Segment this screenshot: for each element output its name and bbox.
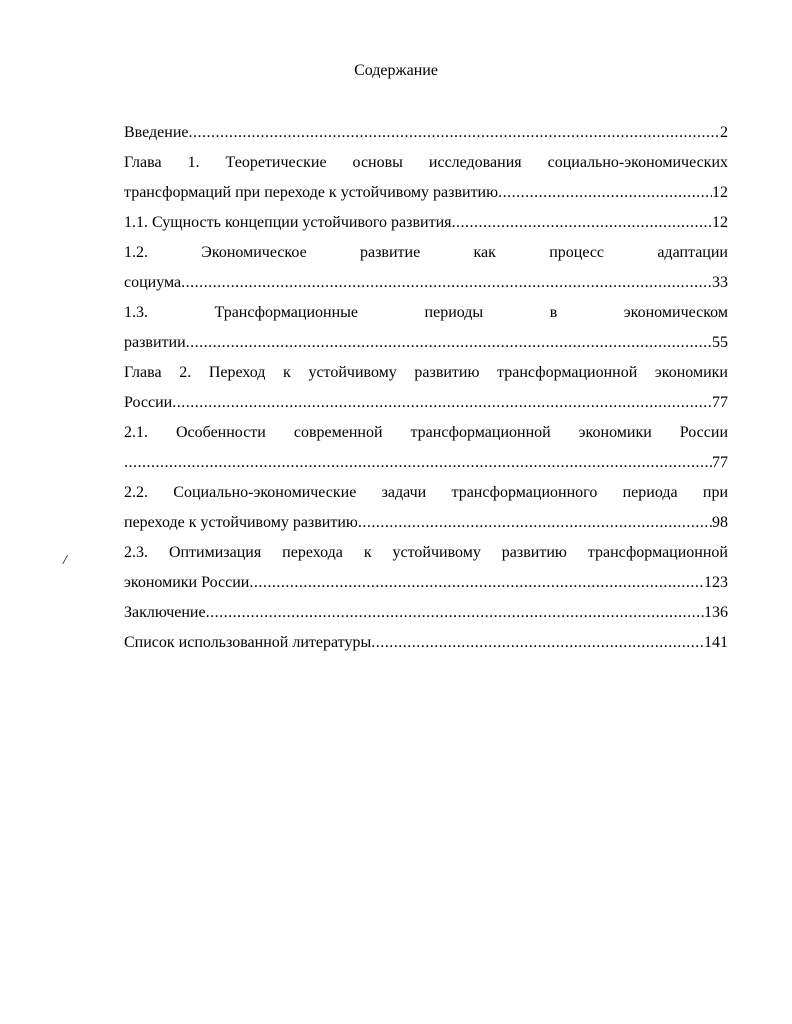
toc-entry-section-2-3-line-1: 2.3. Оптимизация перехода к устойчивому развитию трансформационной xyxy=(124,544,728,561)
toc-entry-section-2-1-line-2 xyxy=(124,448,728,478)
leader-dots xyxy=(249,568,704,598)
toc-entry-section-2-1-line-1: 2.1. Особенности современной трансформационной экономики России xyxy=(124,424,728,441)
toc-entry-section-1-2-line-2 xyxy=(124,268,728,298)
toc-entry-text: 1.1. Сущность концепции устойчивого развития xyxy=(124,214,452,231)
toc-entry-section-1-3-line-2 xyxy=(124,328,728,358)
toc-page-number: 136 xyxy=(704,604,728,621)
toc-page-number: 33 xyxy=(712,274,728,291)
leader-dots xyxy=(206,598,704,628)
toc-entry-text: России xyxy=(124,394,173,411)
margin-mark: / xyxy=(63,553,67,568)
toc-page-number: 123 xyxy=(704,574,728,591)
leader-dots xyxy=(371,628,704,658)
toc-entry-section-2-3-line-2 xyxy=(124,568,728,598)
toc-entry-chapter-2-line-1: Глава 2. Переход к устойчивому развитию трансформационной экономики xyxy=(124,364,728,381)
toc-entry-text: Введение xyxy=(124,124,189,141)
page-title: Содержание xyxy=(354,62,438,79)
table-of-contents xyxy=(124,118,728,658)
toc-page-number: 77 xyxy=(712,454,728,471)
toc-page-number: 55 xyxy=(712,334,728,351)
toc-page-number: 98 xyxy=(712,514,728,531)
toc-entry-chapter-1-line-1: Глава 1. Теоретические основы исследования социально-экономических xyxy=(124,154,728,171)
leader-dots xyxy=(186,328,712,358)
toc-entry-section-2-2-line-1: 2.2. Социально-экономические задачи трансформационного периода при xyxy=(124,484,728,501)
toc-entry-section-2-2-line-2 xyxy=(124,508,728,538)
toc-page-number: 12 xyxy=(712,214,728,231)
toc-entry-chapter-1-line-2 xyxy=(124,178,728,208)
toc-entry-text: переходе к устойчивому развитию xyxy=(124,514,358,531)
toc-entry-text: трансформаций при переходе к устойчивому развитию xyxy=(124,184,499,201)
leader-dots xyxy=(498,178,712,208)
toc-entry-section-1-2-line-1: 1.2. Экономическое развитие как процесс адаптации xyxy=(124,244,728,261)
toc-entry-text: социума xyxy=(124,274,182,291)
toc-page-number: 77 xyxy=(712,394,728,411)
toc-entry-conclusion xyxy=(124,598,728,628)
toc-entry-text: Список использованной литературы xyxy=(124,634,372,651)
toc-page-number: 141 xyxy=(704,634,728,651)
leader-dots xyxy=(181,268,712,298)
toc-page-number: 2 xyxy=(720,124,728,141)
leader-dots xyxy=(172,388,712,418)
toc-entry-section-1-3-line-1: 1.3. Трансформационные периоды в экономическом xyxy=(124,304,728,321)
leader-dots xyxy=(124,448,712,478)
toc-entry-text: Заключение xyxy=(124,604,206,621)
toc-entry-references xyxy=(124,628,728,658)
leader-dots xyxy=(189,118,721,148)
toc-entry-chapter-2-line-2 xyxy=(124,388,728,418)
toc-entry-introduction xyxy=(124,118,728,148)
toc-page-number: 12 xyxy=(712,184,728,201)
toc-entry-section-1-1 xyxy=(124,208,728,238)
leader-dots xyxy=(452,208,713,238)
toc-entry-text: экономики России xyxy=(124,574,250,591)
leader-dots xyxy=(358,508,712,538)
toc-entry-text: развитии xyxy=(124,334,186,351)
